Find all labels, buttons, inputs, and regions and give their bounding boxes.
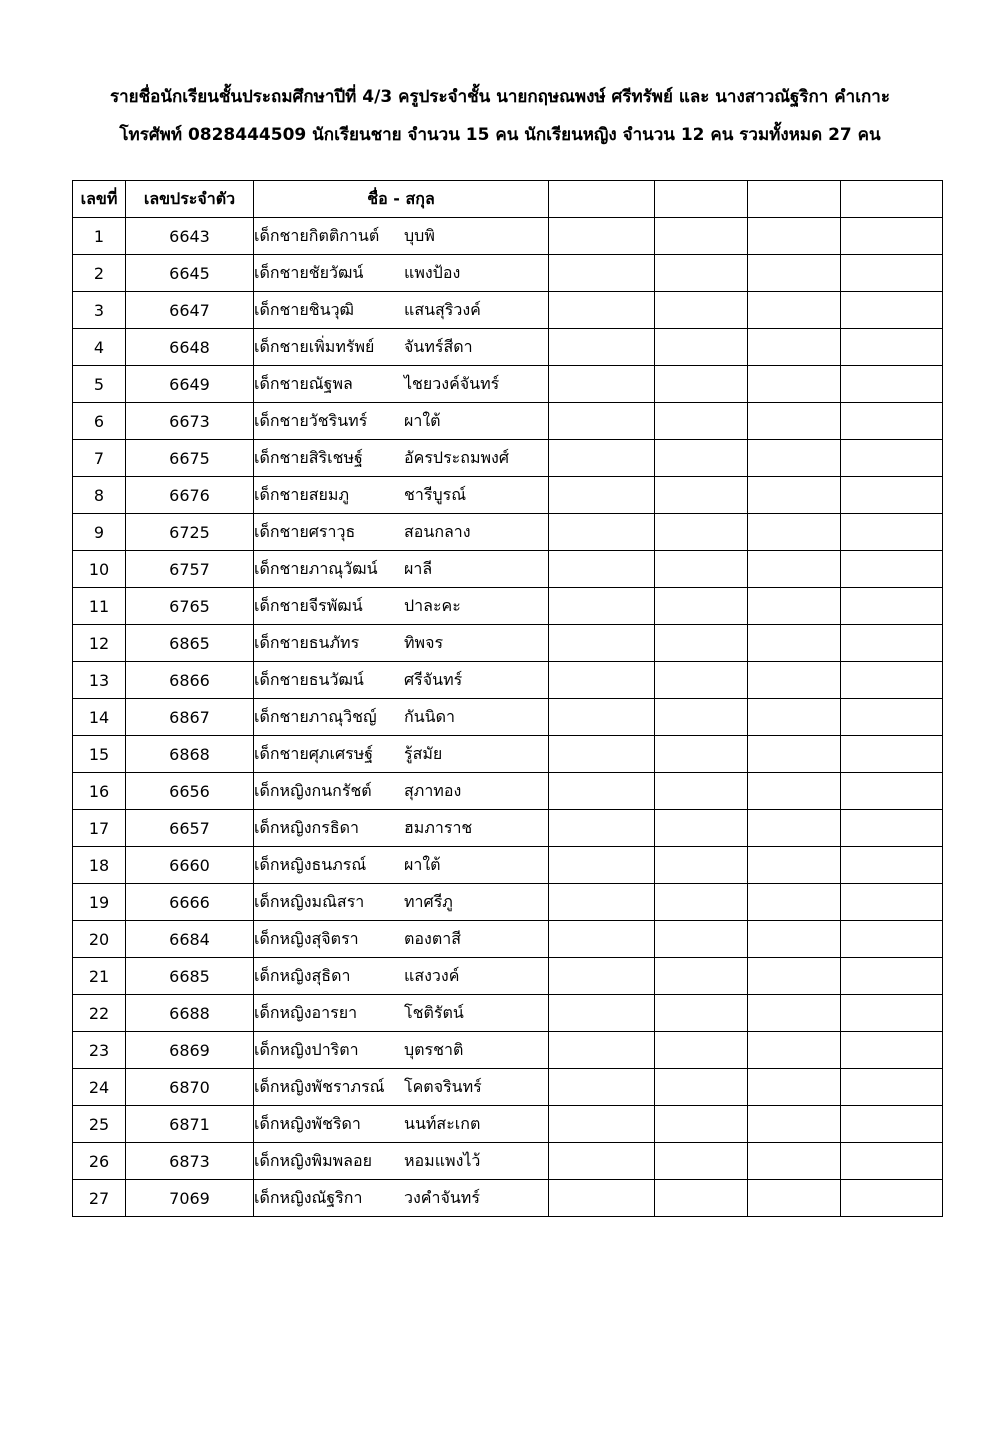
given-name: เด็กชายชินวุฒิ xyxy=(254,299,354,319)
cell-student-id: 6675 xyxy=(126,440,254,477)
given-name: เด็กหญิงสุจิตรา xyxy=(254,928,359,948)
cell-blank xyxy=(655,551,748,588)
surname: ตองตาสี xyxy=(404,928,461,948)
cell-number: 17 xyxy=(73,810,126,847)
cell-student-id: 6873 xyxy=(126,1143,254,1180)
cell-blank xyxy=(841,810,943,847)
table-row xyxy=(73,366,943,403)
given-name: เด็กหญิงพัชราภรณ์ xyxy=(254,1076,385,1096)
cell-blank xyxy=(655,958,748,995)
cell-blank xyxy=(748,884,841,921)
cell-student-id: 6643 xyxy=(126,218,254,255)
cell-blank xyxy=(549,329,655,366)
cell-blank xyxy=(841,514,943,551)
table-row xyxy=(73,403,943,440)
cell-blank xyxy=(655,1180,748,1217)
table-row xyxy=(73,699,943,736)
cell-blank xyxy=(655,1032,748,1069)
column-header-blank xyxy=(549,181,655,218)
table-body xyxy=(73,218,943,1217)
table-row xyxy=(73,1106,943,1143)
cell-blank xyxy=(655,440,748,477)
cell-student-id: 6645 xyxy=(126,255,254,292)
cell-blank xyxy=(748,514,841,551)
given-name: เด็กหญิงปาริตา xyxy=(254,1039,359,1059)
cell-full-name xyxy=(254,958,549,995)
cell-blank xyxy=(841,477,943,514)
cell-blank xyxy=(655,847,748,884)
surname: รู้สมัย xyxy=(404,743,443,763)
cell-student-id: 6868 xyxy=(126,736,254,773)
cell-blank xyxy=(841,551,943,588)
cell-blank xyxy=(655,292,748,329)
cell-student-id: 7069 xyxy=(126,1180,254,1217)
surname: กันนิดา xyxy=(404,706,455,726)
cell-number: 9 xyxy=(73,514,126,551)
cell-full-name xyxy=(254,884,549,921)
cell-blank xyxy=(841,1106,943,1143)
cell-blank xyxy=(549,514,655,551)
cell-number: 25 xyxy=(73,1106,126,1143)
given-name: เด็กชายศุภเศรษฐ์ xyxy=(254,743,374,763)
table-row xyxy=(73,329,943,366)
surname: โคตจรินทร์ xyxy=(404,1076,482,1096)
cell-number: 6 xyxy=(73,403,126,440)
table-row xyxy=(73,255,943,292)
given-name: เด็กหญิงสุธิดา xyxy=(254,965,351,985)
header-title-line: รายชื่อนักเรียนชั้นประถมศึกษาปีที่ 4/3 ครูประจำชั้น นายกฤษณพงษ์ ศรีทรัพย์ และ นางสาวณัฐริกา คำเกาะ xyxy=(110,87,890,107)
table-row xyxy=(73,847,943,884)
cell-blank xyxy=(549,625,655,662)
cell-student-id: 6649 xyxy=(126,366,254,403)
cell-number: 27 xyxy=(73,1180,126,1217)
cell-student-id: 6869 xyxy=(126,1032,254,1069)
surname: นนท์สะเกต xyxy=(404,1113,481,1133)
cell-number: 2 xyxy=(73,255,126,292)
cell-blank xyxy=(549,1032,655,1069)
cell-blank xyxy=(748,736,841,773)
cell-full-name xyxy=(254,403,549,440)
cell-number: 15 xyxy=(73,736,126,773)
cell-student-id: 6757 xyxy=(126,551,254,588)
cell-blank xyxy=(549,255,655,292)
given-name: เด็กชายจีรพัฒน์ xyxy=(254,595,363,615)
cell-number: 5 xyxy=(73,366,126,403)
cell-full-name xyxy=(254,1032,549,1069)
cell-student-id: 6867 xyxy=(126,699,254,736)
given-name: เด็กชายกิตติกานต์ xyxy=(254,225,380,245)
cell-blank xyxy=(841,440,943,477)
cell-blank xyxy=(841,218,943,255)
table-row xyxy=(73,588,943,625)
cell-blank xyxy=(549,440,655,477)
table-row xyxy=(73,292,943,329)
cell-full-name xyxy=(254,551,549,588)
cell-number: 24 xyxy=(73,1069,126,1106)
surname: โชติรัตน์ xyxy=(404,1002,464,1022)
surname: ชารีบูรณ์ xyxy=(404,484,467,504)
cell-full-name xyxy=(254,588,549,625)
cell-blank xyxy=(549,588,655,625)
cell-blank xyxy=(841,255,943,292)
given-name: เด็กหญิงธนภรณ์ xyxy=(254,854,367,874)
surname: ทาศรีภู xyxy=(404,891,453,911)
cell-blank xyxy=(549,958,655,995)
table-row xyxy=(73,551,943,588)
cell-full-name xyxy=(254,1106,549,1143)
cell-blank xyxy=(655,514,748,551)
cell-blank xyxy=(748,1180,841,1217)
surname: อัครประถมพงศ์ xyxy=(404,447,509,467)
cell-full-name xyxy=(254,625,549,662)
table-row xyxy=(73,440,943,477)
cell-blank xyxy=(748,1143,841,1180)
table-row xyxy=(73,736,943,773)
cell-number: 21 xyxy=(73,958,126,995)
cell-blank xyxy=(748,847,841,884)
cell-blank xyxy=(549,884,655,921)
table-row xyxy=(73,1143,943,1180)
given-name: เด็กหญิงณัฐริกา xyxy=(254,1187,363,1207)
cell-full-name xyxy=(254,440,549,477)
cell-blank xyxy=(549,1143,655,1180)
cell-number: 22 xyxy=(73,995,126,1032)
cell-blank xyxy=(549,1106,655,1143)
cell-blank xyxy=(549,699,655,736)
cell-blank xyxy=(549,366,655,403)
cell-blank xyxy=(841,662,943,699)
cell-blank xyxy=(748,366,841,403)
cell-blank xyxy=(841,366,943,403)
cell-blank xyxy=(655,810,748,847)
given-name: เด็กหญิงมณิสรา xyxy=(254,891,365,911)
cell-full-name xyxy=(254,995,549,1032)
cell-blank xyxy=(549,921,655,958)
cell-blank xyxy=(748,218,841,255)
surname: หอมแพงไว้ xyxy=(404,1150,481,1170)
surname: ปาละคะ xyxy=(404,595,461,615)
given-name: เด็กชายศราวุธ xyxy=(254,521,356,541)
table-row xyxy=(73,921,943,958)
cell-blank xyxy=(841,625,943,662)
cell-number: 20 xyxy=(73,921,126,958)
column-header-blank xyxy=(841,181,943,218)
cell-blank xyxy=(841,847,943,884)
cell-student-id: 6865 xyxy=(126,625,254,662)
cell-full-name xyxy=(254,736,549,773)
cell-student-id: 6870 xyxy=(126,1069,254,1106)
cell-full-name xyxy=(254,218,549,255)
cell-blank xyxy=(748,773,841,810)
cell-blank xyxy=(655,662,748,699)
cell-blank xyxy=(748,440,841,477)
cell-number: 10 xyxy=(73,551,126,588)
table-row xyxy=(73,810,943,847)
surname: วงคำจันทร์ xyxy=(404,1187,480,1207)
cell-blank xyxy=(841,329,943,366)
cell-student-id: 6871 xyxy=(126,1106,254,1143)
cell-blank xyxy=(655,329,748,366)
cell-blank xyxy=(655,477,748,514)
cell-blank xyxy=(655,921,748,958)
cell-full-name xyxy=(254,662,549,699)
surname: แสงวงค์ xyxy=(404,965,460,985)
cell-blank xyxy=(549,292,655,329)
cell-student-id: 6660 xyxy=(126,847,254,884)
cell-blank xyxy=(655,884,748,921)
given-name: เด็กหญิงพัชริดา xyxy=(254,1113,361,1133)
given-name: เด็กชายสยมภู xyxy=(254,484,349,504)
cell-number: 7 xyxy=(73,440,126,477)
surname: ผาลี xyxy=(404,558,433,578)
table-row xyxy=(73,625,943,662)
cell-number: 19 xyxy=(73,884,126,921)
given-name: เด็กชายเพิ่มทรัพย์ xyxy=(254,336,375,356)
table-row xyxy=(73,218,943,255)
document-header xyxy=(0,78,1000,154)
cell-blank xyxy=(655,625,748,662)
cell-number: 12 xyxy=(73,625,126,662)
given-name: เด็กชายธนภัทร xyxy=(254,632,360,652)
cell-full-name xyxy=(254,514,549,551)
cell-number: 18 xyxy=(73,847,126,884)
cell-full-name xyxy=(254,773,549,810)
cell-blank xyxy=(655,588,748,625)
cell-blank xyxy=(841,958,943,995)
cell-full-name xyxy=(254,329,549,366)
table-row xyxy=(73,884,943,921)
cell-blank xyxy=(748,1032,841,1069)
cell-blank xyxy=(655,366,748,403)
cell-blank xyxy=(655,255,748,292)
cell-blank xyxy=(748,625,841,662)
column-header-number: เลขที่ xyxy=(73,181,126,218)
cell-blank xyxy=(655,1069,748,1106)
cell-blank xyxy=(841,292,943,329)
cell-number: 8 xyxy=(73,477,126,514)
given-name: เด็กหญิงพิมพลอย xyxy=(254,1150,372,1170)
table-row xyxy=(73,514,943,551)
table-row xyxy=(73,1069,943,1106)
cell-number: 1 xyxy=(73,218,126,255)
cell-blank xyxy=(748,662,841,699)
table-row xyxy=(73,477,943,514)
given-name: เด็กชายณัฐพล xyxy=(254,373,353,393)
cell-blank xyxy=(748,699,841,736)
cell-full-name xyxy=(254,292,549,329)
surname: ฮมภาราช xyxy=(404,817,473,837)
table-row xyxy=(73,1180,943,1217)
cell-blank xyxy=(841,884,943,921)
surname: ผาใต้ xyxy=(404,854,441,874)
surname: บุตรชาติ xyxy=(404,1039,464,1059)
cell-number: 3 xyxy=(73,292,126,329)
cell-blank xyxy=(549,847,655,884)
cell-blank xyxy=(655,699,748,736)
given-name: เด็กชายภาณุวัฒน์ xyxy=(254,558,378,578)
cell-number: 23 xyxy=(73,1032,126,1069)
cell-blank xyxy=(841,1180,943,1217)
surname: บุบพิ xyxy=(404,225,435,245)
surname: ทิพจร xyxy=(404,632,444,652)
cell-full-name xyxy=(254,810,549,847)
cell-blank xyxy=(748,329,841,366)
surname: ผาใต้ xyxy=(404,410,441,430)
cell-blank xyxy=(549,995,655,1032)
cell-student-id: 6656 xyxy=(126,773,254,810)
cell-blank xyxy=(655,773,748,810)
cell-student-id: 6725 xyxy=(126,514,254,551)
table-header-row xyxy=(73,181,943,218)
cell-student-id: 6647 xyxy=(126,292,254,329)
surname: แสนสุริวงค์ xyxy=(404,299,481,319)
cell-blank xyxy=(841,588,943,625)
cell-blank xyxy=(841,1143,943,1180)
cell-student-id: 6866 xyxy=(126,662,254,699)
cell-blank xyxy=(841,403,943,440)
cell-full-name xyxy=(254,1069,549,1106)
cell-student-id: 6765 xyxy=(126,588,254,625)
given-name: เด็กชายสิริเชษฐ์ xyxy=(254,447,363,467)
cell-full-name xyxy=(254,366,549,403)
cell-student-id: 6676 xyxy=(126,477,254,514)
cell-blank xyxy=(549,736,655,773)
cell-blank xyxy=(748,588,841,625)
given-name: เด็กหญิงกรธิดา xyxy=(254,817,359,837)
surname: ไชยวงค์จันทร์ xyxy=(404,373,500,393)
cell-blank xyxy=(841,921,943,958)
surname: จันทร์สีดา xyxy=(404,336,473,356)
cell-number: 26 xyxy=(73,1143,126,1180)
cell-number: 14 xyxy=(73,699,126,736)
cell-blank xyxy=(841,995,943,1032)
surname: สุภาทอง xyxy=(404,780,462,800)
cell-student-id: 6685 xyxy=(126,958,254,995)
cell-blank xyxy=(549,403,655,440)
cell-blank xyxy=(841,773,943,810)
cell-blank xyxy=(655,995,748,1032)
cell-blank xyxy=(655,1143,748,1180)
cell-blank xyxy=(841,736,943,773)
cell-number: 11 xyxy=(73,588,126,625)
cell-blank xyxy=(655,1106,748,1143)
cell-blank xyxy=(748,477,841,514)
cell-blank xyxy=(549,662,655,699)
cell-number: 4 xyxy=(73,329,126,366)
table-row xyxy=(73,773,943,810)
table-row xyxy=(73,662,943,699)
cell-blank xyxy=(549,1180,655,1217)
surname: สอนกลาง xyxy=(404,521,471,541)
cell-blank xyxy=(549,810,655,847)
given-name: เด็กชายชัยวัฒน์ xyxy=(254,262,364,282)
cell-blank xyxy=(748,995,841,1032)
cell-blank xyxy=(748,551,841,588)
cell-student-id: 6684 xyxy=(126,921,254,958)
given-name: เด็กหญิงกนกรัชต์ xyxy=(254,780,372,800)
cell-blank xyxy=(748,1106,841,1143)
cell-blank xyxy=(748,810,841,847)
cell-full-name xyxy=(254,1143,549,1180)
column-header-student-id: เลขประจำตัว xyxy=(126,181,254,218)
cell-blank xyxy=(748,292,841,329)
cell-blank xyxy=(748,403,841,440)
cell-full-name xyxy=(254,847,549,884)
cell-blank xyxy=(549,1069,655,1106)
table-row xyxy=(73,958,943,995)
surname: แพงป้อง xyxy=(404,262,461,282)
cell-blank xyxy=(748,1069,841,1106)
cell-blank xyxy=(841,1032,943,1069)
column-header-blank xyxy=(655,181,748,218)
header-summary-line: โทรศัพท์ 0828444509 นักเรียนชาย จำนวน 15 คน นักเรียนหญิง จำนวน 12 คน รวมทั้งหมด 27 คน xyxy=(119,125,881,145)
cell-full-name xyxy=(254,921,549,958)
cell-full-name xyxy=(254,477,549,514)
cell-student-id: 6688 xyxy=(126,995,254,1032)
table-row xyxy=(73,995,943,1032)
given-name: เด็กชายวัชรินทร์ xyxy=(254,410,368,430)
table-row xyxy=(73,1032,943,1069)
cell-student-id: 6648 xyxy=(126,329,254,366)
cell-full-name xyxy=(254,699,549,736)
cell-student-id: 6657 xyxy=(126,810,254,847)
cell-student-id: 6666 xyxy=(126,884,254,921)
given-name: เด็กชายธนวัฒน์ xyxy=(254,669,364,689)
cell-blank xyxy=(549,477,655,514)
cell-blank xyxy=(655,736,748,773)
cell-blank xyxy=(748,958,841,995)
cell-number: 16 xyxy=(73,773,126,810)
cell-blank xyxy=(549,218,655,255)
student-roster-table xyxy=(72,180,943,1217)
cell-blank xyxy=(748,921,841,958)
cell-full-name xyxy=(254,1180,549,1217)
surname: ศรีจันทร์ xyxy=(404,669,463,689)
given-name: เด็กชายภาณุวิชญ์ xyxy=(254,706,377,726)
cell-blank xyxy=(549,551,655,588)
column-header-full-name: ชื่อ - สกุล xyxy=(254,181,549,218)
cell-blank xyxy=(748,255,841,292)
cell-blank xyxy=(841,1069,943,1106)
given-name: เด็กหญิงอารยา xyxy=(254,1002,358,1022)
cell-full-name xyxy=(254,255,549,292)
cell-blank xyxy=(655,403,748,440)
cell-blank xyxy=(549,773,655,810)
cell-number: 13 xyxy=(73,662,126,699)
cell-student-id: 6673 xyxy=(126,403,254,440)
cell-blank xyxy=(841,699,943,736)
column-header-blank xyxy=(748,181,841,218)
cell-blank xyxy=(655,218,748,255)
